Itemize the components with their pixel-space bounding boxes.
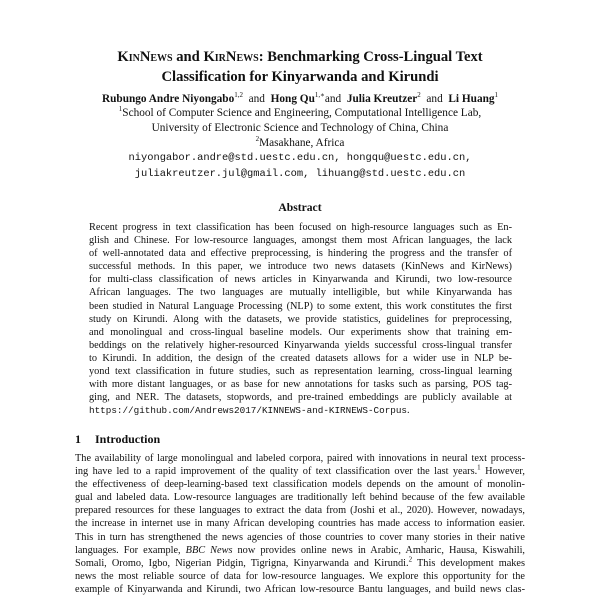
affiliation-2: $^2$Masakhane, Africa bbox=[255, 135, 345, 149]
footnote-marker[interactable]: 2 bbox=[408, 555, 413, 564]
intro-line: Somali, Oromo, Igbo, Nigerian Pidgin, Tigrigna, Kinyarwanda and Kirundi.$^2$ This development makes bbox=[75, 555, 525, 569]
title-line-2: Classification for Kinyarwanda and Kirundi bbox=[161, 69, 439, 85]
dataset-url-link[interactable]: https://github.com/Andrews2017/KINNEWS-and-KIRNEWS-Corpus bbox=[89, 405, 408, 417]
author-name: Li Huang bbox=[448, 93, 495, 105]
section-title: Introduction bbox=[95, 432, 161, 446]
abstract-line: beddings on the relatively higher-resourced Kinyarwanda yields successful cross-lingual transfer bbox=[89, 339, 512, 351]
author-name: Julia Kreutzer bbox=[346, 93, 418, 105]
abstract-line: yond text classification in future studies, such as representation learning, cross-lingual learning bbox=[89, 366, 512, 378]
abstract-heading: Abstract bbox=[278, 201, 322, 214]
intro-line: news the most reliable source of data for low-resource languages. We explore this opportunity for the bbox=[75, 570, 525, 582]
intro-line: example of Kinyarwanda and Kirundi, two African low-resource Bantu languages, and build news clas- bbox=[75, 583, 525, 595]
author-list: Rubungo Andre Niyongabo$^{1,2}$ and Hong $Qu^{1,∗}and$ Julia Kreutzer$^2$ and Li Huang$^1$ bbox=[101, 91, 499, 105]
abstract-line: for multi-class classification of news articles in Kinyarwanda and Kirundi, two low-resource bbox=[89, 274, 512, 286]
email-line: niyongabor.andre@std.uestc.edu.cn, hongqu@uestc.edu.cn, bbox=[128, 152, 472, 164]
intro-line: This in turn has strengthened the news agencies of those countries to cover many stories in their native bbox=[75, 531, 525, 543]
affiliation-1-cont: University of Electronic Science and Technology of China, China bbox=[151, 122, 449, 134]
paper-title bbox=[60, 47, 540, 87]
abstract-body bbox=[89, 221, 512, 417]
author-name: Hong Qu bbox=[270, 93, 315, 105]
abstract-line: and monolingual and cross-lingual baseline models. Our experiments show that training em- bbox=[89, 326, 512, 338]
introduction-body bbox=[75, 452, 525, 596]
abstract-line: successful methods. In this paper, we introduce two news datasets (KinNews and KirNews) bbox=[89, 261, 512, 273]
abstract-line: African languages. The two languages are mutually intelligible, but while Kinyarwanda has bbox=[89, 287, 512, 299]
abstract-line: to Kirundi. In addition, the design of the created datasets allows for a wider use in NLP be- bbox=[89, 352, 512, 364]
intro-line: prepared resources for these languages to extract the data from (Joshi et al., 2020). However, nowadays, bbox=[75, 505, 525, 517]
email-line: juliakreutzer.jul@gmail.com, lihuang@std.uestc.edu.cn bbox=[134, 168, 466, 180]
abstract-line: with more distant languages, or as base for new annotations for tasks such as parsing, POS tag- bbox=[89, 379, 512, 391]
intro-line: the effectiveness of deep-learning-based text classification models depends on the amount of monolin- bbox=[75, 479, 525, 491]
intro-line: the increase in internet use in many African developing countries has made access to information easier. bbox=[75, 518, 525, 530]
intro-line: The availability of large monolingual and labeled corpora, paired with innovations in neural text process- bbox=[75, 453, 525, 464]
section-number: 1 bbox=[75, 432, 81, 446]
intro-line: gual and labeled data. Low-resource languages are traditionally left behind because of the few available bbox=[75, 492, 525, 504]
intro-line: languages. For example, BBC News now provides online news in Arabic, Amharic, Hausa, Kiswahili, bbox=[75, 544, 525, 556]
footnote-marker[interactable]: 1 bbox=[477, 463, 481, 472]
abstract-line: been studied in Natural Language Processing (NLP) to some extent, this work constitutes the first bbox=[89, 300, 512, 312]
abstract-line: glish and Chinese. For low-resource languages, amongst them most African languages, the lack bbox=[89, 235, 512, 247]
abstract-line: study on Kirundi. Along with the datasets, we provide statistics, guidelines for preprocessing, bbox=[89, 313, 512, 325]
author-emails bbox=[40, 150, 560, 182]
abstract-line: of well-annotated data and effective preprocessing, is hindering the progress and the transfer of bbox=[89, 248, 512, 260]
abstract-line: Recent progress in text classification has been focused on high-resource languages such as En- bbox=[89, 222, 512, 233]
affiliation-1: $^1$School of Computer Science and Engineering, Computational Intelligence Lab, bbox=[118, 105, 482, 119]
title-line-1: KinNews and KirNews: Benchmarking Cross-Lingual Text bbox=[117, 49, 483, 65]
section-heading bbox=[75, 432, 174, 447]
abstract-url-line: https://github.com/Andrews2017/KINNEWS-and-KIRNEWS-Corpus. bbox=[89, 405, 410, 417]
intro-line: ing have led to a rapid improvement of the quality of text classification over the last years.$^1$ However, bbox=[75, 463, 525, 478]
abstract-line: ging, and NER. The datasets, stopwords, and pre-trained embeddings are publicly available at bbox=[89, 392, 512, 404]
author-name: Rubungo Andre Niyongabo bbox=[101, 93, 235, 105]
